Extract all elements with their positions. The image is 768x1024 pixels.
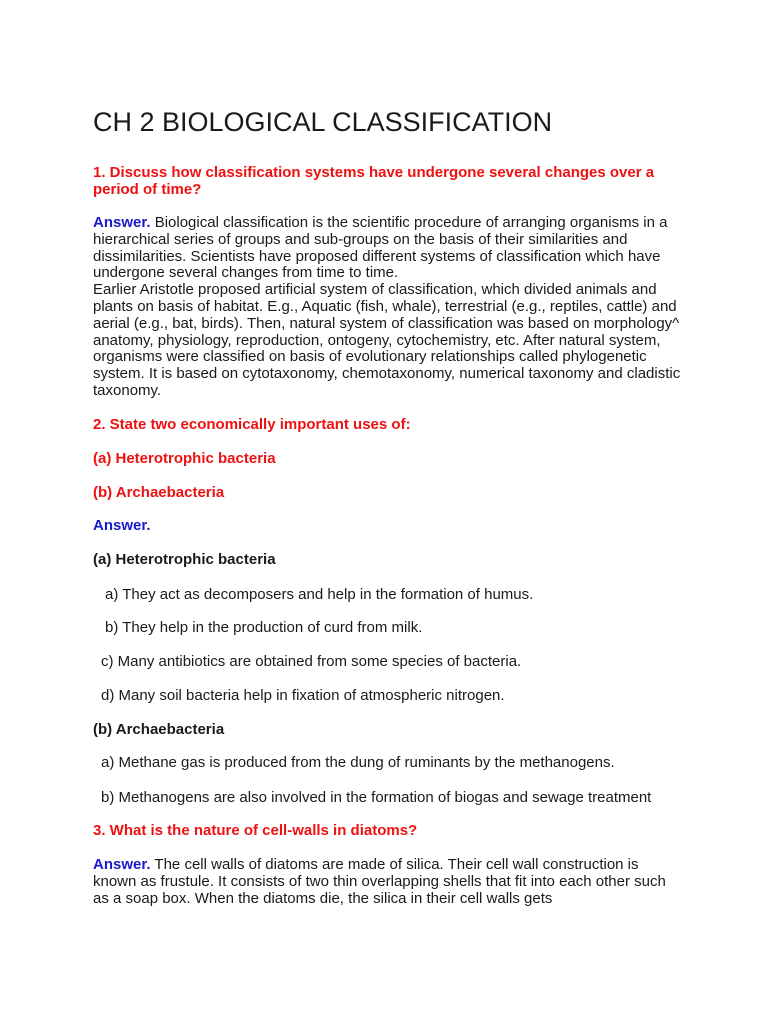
answer-1-paragraph-1 [93, 215, 683, 282]
question-2: 2. State two economically important uses of: [93, 416, 411, 433]
page-title: CH 2 BIOLOGICAL CLASSIFICATION [93, 107, 553, 137]
answer-2-subheading-b: (b) Archaebacteria [93, 721, 225, 738]
question-3: 3. What is the nature of cell-walls in diatoms? [93, 822, 418, 839]
answer-1 [93, 215, 683, 400]
answer-1-text: Biological classification is the scientific procedure of arranging organisms in a hierarchical series of groups and sub-groups on the basis of their similarities and dissimilarities. Scientists have proposed different systems of classification which have undergone several changes from time to time. [93, 214, 668, 282]
question-2-part-b: (b) Archaebacteria [93, 484, 225, 501]
question-1: 1. Discuss how classification systems have undergone several changes over a period of time? [93, 164, 655, 198]
list-item: a) Methane gas is produced from the dung of ruminants by the methanogens. [101, 754, 615, 771]
answer-2-subheading-a: (a) Heterotrophic bacteria [93, 551, 276, 568]
answer-3-text: The cell walls of diatoms are made of silica. Their cell wall construction is known as frustule. It consists of two thin overlapping shells that fit into each other such as a soap box. When the diatoms die, the silica in their cell walls gets [93, 856, 666, 907]
question-2-part-a: (a) Heterotrophic bacteria [93, 450, 276, 467]
list-item: b) Methanogens are also involved in the formation of biogas and sewage treatment [101, 789, 652, 806]
answer-1-paragraph-2: Earlier Aristotle proposed artificial system of classification, which divided animals and plants on basis of habitat. E.g., Aquatic (fish, whale), terrestrial (e.g., reptiles, cattle) and aerial (e.g., bat, birds). Then, natural system of classification was based on morphology^ anatomy, physiology, reproduction, ontogeny, cytochemistry, etc. After natural system, organisms were classified on basis of evolutionary relationships called phylogenetic system. It is based on cytotaxonomy, chemotaxonomy, numerical taxonomy and cladistic taxonomy. [93, 281, 681, 399]
answer-3 [93, 857, 683, 907]
answer-label: Answer. [93, 517, 151, 534]
answer-label: Answer. [93, 214, 151, 231]
list-item: c) Many antibiotics are obtained from some species of bacteria. [101, 653, 522, 670]
list-item: a) They act as decomposers and help in the formation of humus. [105, 586, 534, 603]
answer-label: Answer. [93, 856, 151, 873]
list-item: d) Many soil bacteria help in fixation of atmospheric nitrogen. [101, 687, 505, 704]
list-item: b) They help in the production of curd from milk. [105, 619, 423, 636]
